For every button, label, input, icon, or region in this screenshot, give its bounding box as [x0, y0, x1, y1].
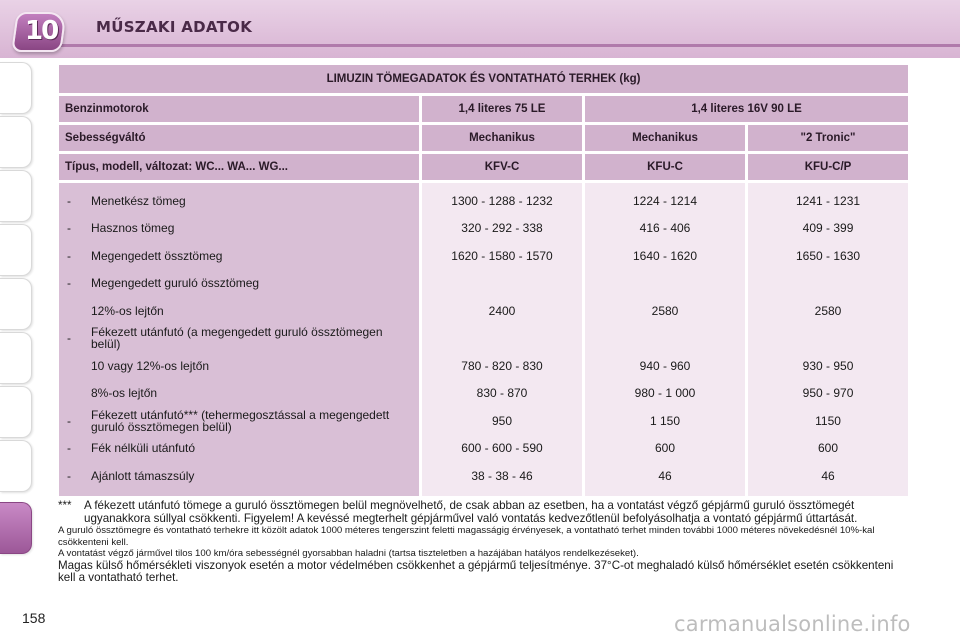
table-cell: 600 - 600 - 590 — [461, 441, 543, 456]
table-cell — [422, 270, 582, 298]
type-3: KFU-C/P — [748, 154, 908, 180]
footnote-text: A fékezett utánfutó tömege a guruló össztömegen belül megnövelhető, de csak abban az esetben, ha a vontatást végző gépjármű guruló össztömegét ugyanakkora súllyal csökkenti. Figyelem! A kevéssé megterhelt gépjárművel való vontatás kedvezőtlenül befolyásolhatja a vontató gépjármű úttartását. — [84, 499, 858, 525]
table-cell: 1620 - 1580 - 1570 — [451, 248, 553, 263]
table-cell — [748, 325, 908, 353]
engine-2: 1,4 literes 16V 90 LE — [585, 96, 908, 122]
table-cell: 416 - 406 — [639, 221, 691, 236]
table-cell: 950 — [491, 413, 513, 428]
altitude-note: A guruló össztömegre és vontatható terhekre itt közölt adatok 1000 méteres tengerszint feletti magasságig érvényesek, a vontatható terhet minden további 1000 méteres növekedésnél 10%-kal csökkenteni kell. — [58, 525, 875, 548]
type-1: KFV-C — [422, 154, 582, 180]
chapter-title: MŰSZAKI ADATOK — [96, 18, 253, 36]
table-row-label: - Menetkész tömeg — [67, 193, 186, 208]
table-cell: 1640 - 1620 — [632, 248, 698, 263]
table-cell: 1150 — [815, 413, 841, 428]
chapter-tab-3[interactable] — [0, 170, 32, 222]
table-cell: 46 — [658, 468, 672, 483]
table-cell: 2580 — [814, 303, 842, 318]
type-2: KFU-C — [585, 154, 745, 180]
chapter-tab-5[interactable] — [0, 278, 32, 330]
table-row-label: - Fék nélküli utánfutó — [67, 441, 196, 456]
table-cell: 950 - 970 — [802, 386, 854, 401]
chapter-number: 10 — [25, 16, 58, 46]
chapter-badge — [11, 12, 67, 52]
table-cell — [585, 325, 745, 353]
table-cell: 2580 — [651, 303, 679, 318]
gearbox-row-label: Sebességváltó — [59, 125, 419, 151]
chapter-tab-7[interactable] — [0, 386, 32, 438]
type-row-label: Típus, modell, változat: WC... WA... WG... — [59, 154, 419, 180]
engine-1: 1,4 literes 75 LE — [422, 96, 582, 122]
table-row-label: - Fékezett utánfutó (a megengedett guruló össztömegen belül) — [67, 325, 383, 352]
table-cell: 780 - 820 - 830 — [461, 358, 543, 373]
gearbox-3: "2 Tronic" — [748, 125, 908, 151]
table-title: LIMUZIN TÖMEGADATOK ÉS VONTATHATÓ TERHEK (kg) — [59, 65, 908, 93]
table-cell: 1300 - 1288 - 1232 — [451, 193, 553, 208]
gearbox-2: Mechanikus — [585, 125, 745, 151]
table-cell: 38 - 38 - 46 — [471, 468, 533, 483]
trailer-footnote — [58, 500, 908, 525]
table-cell: 1650 - 1630 — [795, 248, 861, 263]
chapter-tab-rail — [0, 62, 34, 552]
table-cell — [748, 270, 908, 298]
table-cell — [585, 270, 745, 298]
table-cell — [422, 325, 582, 353]
table-row-label: - Ajánlott támaszsúly — [67, 468, 195, 483]
table-cell: 46 — [821, 468, 835, 483]
weights-table — [56, 62, 911, 499]
table-cell: 2400 — [488, 303, 516, 318]
chapter-tab-4[interactable] — [0, 224, 32, 276]
table-cell: 600 — [654, 441, 676, 456]
values-column-kfu-c — [585, 183, 745, 496]
table-row-label: 8%-os lejtőn — [91, 386, 158, 401]
table-row-label: - Fékezett utánfutó*** (tehermegosztással a megengedett guruló össztömegen belül) — [67, 407, 390, 434]
table-cell: 930 - 950 — [802, 358, 854, 373]
header-rule — [58, 44, 960, 47]
watermark: carmanualsonline.info — [674, 612, 911, 636]
chapter-tab-2[interactable] — [0, 116, 32, 168]
values-column-kfu-c-p — [748, 183, 908, 496]
table-cell: 980 - 1 000 — [634, 386, 696, 401]
table-row-label: 10 vagy 12%-os lejtőn — [91, 358, 210, 373]
gearbox-1: Mechanikus — [422, 125, 582, 151]
chapter-tab-8[interactable] — [0, 440, 32, 492]
chapter-tab-1[interactable] — [0, 62, 32, 114]
speed-note: A vontatást végző járművel tilos 100 km/óra sebességnél gyorsabban haladni (tartsa tiszteletben a hazájában hatályos rendelkezéseket). — [58, 548, 639, 560]
chapter-tab-10-active[interactable] — [0, 502, 32, 554]
table-cell: 320 - 292 - 338 — [461, 221, 543, 236]
chapter-tab-6[interactable] — [0, 332, 32, 384]
table-row-label: - Megengedett össztömeg — [67, 248, 223, 263]
row-labels-column — [59, 183, 419, 496]
table-cell: 830 - 870 — [476, 386, 528, 401]
table-cell: 1241 - 1231 — [795, 193, 861, 208]
engine-row-label: Benzinmotorok — [59, 96, 419, 122]
footnote-marker: *** — [58, 499, 72, 512]
table-row-label: - Megengedett guruló össztömeg — [67, 276, 260, 291]
table-row-label: - Hasznos tömeg — [67, 221, 175, 236]
table-cell: 600 — [818, 441, 839, 456]
page-number: 158 — [22, 610, 46, 626]
footnotes — [58, 500, 908, 585]
table-row-label: 12%-os lejtőn — [91, 303, 164, 318]
temperature-note: Magas külső hőmérsékleti viszonyok esetén a motor védelmében csökkenhet a gépjármű teljesítménye. 37°C-ot meghaladó külső hőmérséklet esetén csökkenteni kell a vontatható terhet. — [58, 558, 894, 585]
values-column-kfv-c — [422, 183, 582, 496]
table-cell: 409 - 399 — [802, 221, 854, 236]
table-cell: 1 150 — [649, 413, 681, 428]
table-cell: 1224 - 1214 — [632, 193, 698, 208]
table-cell: 940 - 960 — [639, 358, 691, 373]
